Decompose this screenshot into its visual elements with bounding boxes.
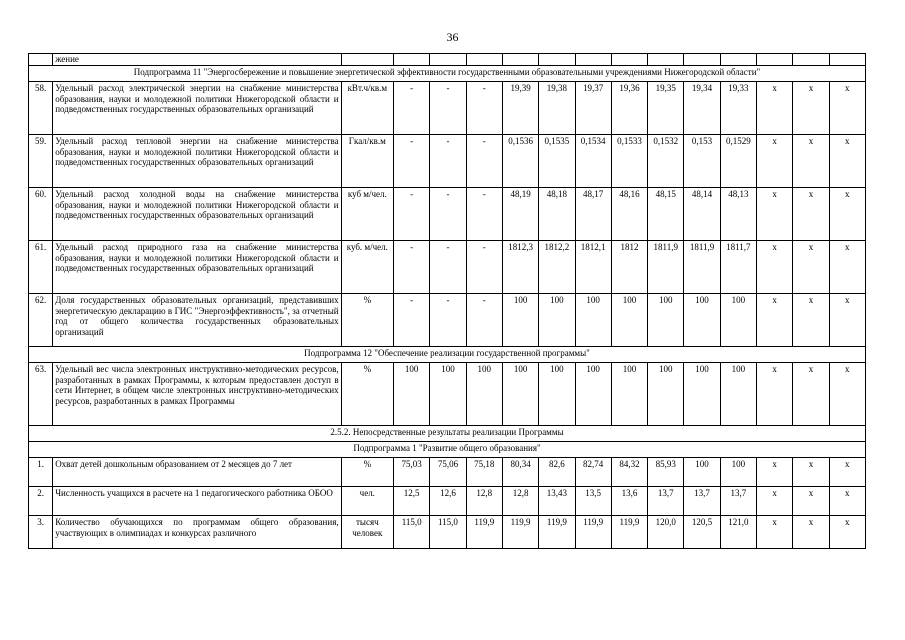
unit-cell: кВт.ч/кв.м bbox=[341, 82, 393, 135]
value-cell: x bbox=[793, 241, 829, 294]
value-cell: 13,43 bbox=[539, 487, 575, 516]
value-cell: x bbox=[829, 458, 865, 487]
table-row bbox=[29, 487, 866, 516]
table-row bbox=[29, 458, 866, 487]
value-cell: 115,0 bbox=[394, 516, 430, 549]
table-row bbox=[29, 294, 866, 347]
value-cell: 1812 bbox=[611, 241, 647, 294]
value-cell: 100 bbox=[684, 363, 720, 426]
value-cell: x bbox=[793, 294, 829, 347]
row-number: 1. bbox=[29, 458, 53, 487]
value-cell: x bbox=[757, 294, 793, 347]
indicators-table bbox=[28, 53, 866, 549]
value-cell: 119,9 bbox=[611, 516, 647, 549]
value-cell: 1811,7 bbox=[720, 241, 756, 294]
value-cell: 48,17 bbox=[575, 188, 611, 241]
indicator-name: жение bbox=[53, 54, 341, 66]
value-cell: 48,15 bbox=[648, 188, 684, 241]
value-cell: - bbox=[430, 135, 466, 188]
value-cell: 100 bbox=[684, 294, 720, 347]
value-cell: 48,14 bbox=[684, 188, 720, 241]
value-cell: 48,13 bbox=[720, 188, 756, 241]
value-cell: x bbox=[793, 82, 829, 135]
value-cell: 100 bbox=[611, 294, 647, 347]
value-cell: 13,6 bbox=[611, 487, 647, 516]
value-cell bbox=[575, 54, 611, 66]
value-cell: x bbox=[757, 188, 793, 241]
table-row bbox=[29, 135, 866, 188]
value-cell: 12,5 bbox=[394, 487, 430, 516]
unit-cell: Гкал/кв.м bbox=[341, 135, 393, 188]
row-number: 2. bbox=[29, 487, 53, 516]
value-cell: x bbox=[829, 294, 865, 347]
value-cell: 0,1536 bbox=[502, 135, 538, 188]
value-cell: 119,9 bbox=[575, 516, 611, 549]
value-cell: 1812,1 bbox=[575, 241, 611, 294]
value-cell: 115,0 bbox=[430, 516, 466, 549]
section-row bbox=[29, 347, 866, 363]
value-cell: x bbox=[757, 487, 793, 516]
value-cell: x bbox=[757, 458, 793, 487]
value-cell: x bbox=[829, 516, 865, 549]
value-cell: 0,153 bbox=[684, 135, 720, 188]
value-cell: 19,37 bbox=[575, 82, 611, 135]
value-cell: - bbox=[466, 82, 502, 135]
value-cell: x bbox=[757, 82, 793, 135]
value-cell: - bbox=[394, 188, 430, 241]
value-cell: 100 bbox=[575, 363, 611, 426]
section-title: Подпрограмма 12 "Обеспечение реализации государственной программы" bbox=[29, 347, 866, 363]
indicator-name: Удельный расход холодной воды на снабжение министерства образования, науки и молодежной политики Нижегородской области и подведомственных государственных образовательных организаций bbox=[53, 188, 341, 241]
value-cell: 1812,2 bbox=[539, 241, 575, 294]
indicator-name: Доля государственных образовательных организаций, представивших энергетическую декларацию в ГИС "Энергоэффективность", за отчетный год от общего количества государственных образовательных организаций bbox=[53, 294, 341, 347]
value-cell: 19,38 bbox=[539, 82, 575, 135]
value-cell: 0,1534 bbox=[575, 135, 611, 188]
value-cell: 13,7 bbox=[684, 487, 720, 516]
indicator-name: Удельный расход тепловой энергии на снабжение министерства образования, науки и молодежной политики Нижегородской области и подведомственных государственных образовательных организаций bbox=[53, 135, 341, 188]
value-cell bbox=[793, 54, 829, 66]
value-cell: - bbox=[466, 241, 502, 294]
value-cell: 48,16 bbox=[611, 188, 647, 241]
value-cell: x bbox=[793, 135, 829, 188]
value-cell: 75,03 bbox=[394, 458, 430, 487]
value-cell: x bbox=[793, 188, 829, 241]
indicator-name: Охват детей дошкольным образованием от 2 месяцев до 7 лет bbox=[53, 458, 341, 487]
value-cell: 100 bbox=[575, 294, 611, 347]
value-cell: 1811,9 bbox=[648, 241, 684, 294]
table-row bbox=[29, 54, 866, 66]
value-cell: x bbox=[829, 487, 865, 516]
table-row bbox=[29, 82, 866, 135]
row-number: 59. bbox=[29, 135, 53, 188]
value-cell: 13,7 bbox=[648, 487, 684, 516]
value-cell bbox=[466, 54, 502, 66]
table-row bbox=[29, 516, 866, 549]
value-cell: 100 bbox=[648, 294, 684, 347]
value-cell: 100 bbox=[430, 363, 466, 426]
value-cell: x bbox=[829, 188, 865, 241]
indicator-name: Удельный расход электрической энергии на снабжение министерства образования, науки и молодежной политики Нижегородской области и подведомственных государственных образовательных организаций bbox=[53, 82, 341, 135]
table-row bbox=[29, 363, 866, 426]
value-cell: x bbox=[757, 363, 793, 426]
indicator-name: Удельный вес числа электронных инструктивно-методических ресурсов, разработанных в рамках Программы, к которым предоставлен доступ в сети Интернет, в общем числе электронных инструктивно-методических ресурсов, разработанных в рамках Программы bbox=[53, 363, 341, 426]
value-cell: x bbox=[757, 516, 793, 549]
value-cell: 100 bbox=[466, 363, 502, 426]
indicator-name: Удельный расход природного газа на снабжение министерства образования, науки и молодежной политики Нижегородской области и подведомственных государственных образовательных организаций bbox=[53, 241, 341, 294]
value-cell: - bbox=[394, 135, 430, 188]
value-cell: 19,36 bbox=[611, 82, 647, 135]
unit-cell: % bbox=[341, 294, 393, 347]
unit-cell: тысяч человек bbox=[341, 516, 393, 549]
unit-cell: % bbox=[341, 363, 393, 426]
value-cell: 100 bbox=[648, 363, 684, 426]
value-cell: 119,9 bbox=[466, 516, 502, 549]
value-cell: 19,34 bbox=[684, 82, 720, 135]
value-cell: 100 bbox=[684, 458, 720, 487]
indicator-name: Численность учащихся в расчете на 1 педагогического работника ОБОО bbox=[53, 487, 341, 516]
value-cell: 100 bbox=[611, 363, 647, 426]
section-row bbox=[29, 426, 866, 442]
value-cell: - bbox=[430, 294, 466, 347]
value-cell bbox=[341, 54, 393, 66]
value-cell: 19,33 bbox=[720, 82, 756, 135]
value-cell bbox=[648, 54, 684, 66]
indicator-name: Количество обучающихся по программам общего образования, участвующих в олимпиадах и конкурсах различного bbox=[53, 516, 341, 549]
value-cell bbox=[611, 54, 647, 66]
value-cell: - bbox=[394, 294, 430, 347]
value-cell: 13,7 bbox=[720, 487, 756, 516]
row-number: 60. bbox=[29, 188, 53, 241]
value-cell: 82,6 bbox=[539, 458, 575, 487]
value-cell: 121,0 bbox=[720, 516, 756, 549]
value-cell: 85,93 bbox=[648, 458, 684, 487]
unit-cell: куб. м/чел. bbox=[341, 241, 393, 294]
value-cell bbox=[394, 54, 430, 66]
value-cell: 80,34 bbox=[502, 458, 538, 487]
value-cell: 100 bbox=[720, 458, 756, 487]
value-cell: - bbox=[466, 135, 502, 188]
value-cell: - bbox=[430, 241, 466, 294]
value-cell: x bbox=[829, 241, 865, 294]
value-cell: 100 bbox=[539, 294, 575, 347]
value-cell: - bbox=[394, 82, 430, 135]
value-cell bbox=[829, 54, 865, 66]
value-cell: 84,32 bbox=[611, 458, 647, 487]
value-cell: 100 bbox=[502, 363, 538, 426]
value-cell: 100 bbox=[394, 363, 430, 426]
value-cell: 1811,9 bbox=[684, 241, 720, 294]
value-cell: 82,74 bbox=[575, 458, 611, 487]
value-cell: 1812,3 bbox=[502, 241, 538, 294]
value-cell: x bbox=[757, 135, 793, 188]
value-cell: 100 bbox=[720, 294, 756, 347]
value-cell: 0,1529 bbox=[720, 135, 756, 188]
value-cell: 75,18 bbox=[466, 458, 502, 487]
section-title: 2.5.2. Непосредственные результаты реализации Программы bbox=[29, 426, 866, 442]
row-number bbox=[29, 54, 53, 66]
value-cell: 19,39 bbox=[502, 82, 538, 135]
value-cell: 100 bbox=[502, 294, 538, 347]
value-cell: 12,8 bbox=[502, 487, 538, 516]
table-row bbox=[29, 241, 866, 294]
section-title: Подпрограмма 1 "Развитие общего образования" bbox=[29, 442, 866, 458]
page-number: 36 bbox=[446, 30, 459, 44]
row-number: 58. bbox=[29, 82, 53, 135]
unit-cell: % bbox=[341, 458, 393, 487]
row-number: 62. bbox=[29, 294, 53, 347]
value-cell: 48,18 bbox=[539, 188, 575, 241]
value-cell: - bbox=[430, 82, 466, 135]
row-number: 3. bbox=[29, 516, 53, 549]
value-cell bbox=[502, 54, 538, 66]
value-cell: x bbox=[793, 516, 829, 549]
value-cell: 75,06 bbox=[430, 458, 466, 487]
value-cell: 120,5 bbox=[684, 516, 720, 549]
unit-cell: куб м/чел. bbox=[341, 188, 393, 241]
value-cell: - bbox=[430, 188, 466, 241]
value-cell: 19,35 bbox=[648, 82, 684, 135]
table-row bbox=[29, 188, 866, 241]
value-cell: 13,5 bbox=[575, 487, 611, 516]
section-row bbox=[29, 442, 866, 458]
value-cell bbox=[430, 54, 466, 66]
value-cell: 12,6 bbox=[430, 487, 466, 516]
value-cell: x bbox=[793, 458, 829, 487]
value-cell bbox=[684, 54, 720, 66]
unit-cell: чел. bbox=[341, 487, 393, 516]
value-cell: 0,1533 bbox=[611, 135, 647, 188]
value-cell bbox=[757, 54, 793, 66]
value-cell: 100 bbox=[539, 363, 575, 426]
row-number: 63. bbox=[29, 363, 53, 426]
section-row bbox=[29, 66, 866, 82]
value-cell: x bbox=[829, 135, 865, 188]
value-cell: - bbox=[466, 294, 502, 347]
value-cell: x bbox=[829, 363, 865, 426]
row-number: 61. bbox=[29, 241, 53, 294]
value-cell: 0,1535 bbox=[539, 135, 575, 188]
value-cell: - bbox=[394, 241, 430, 294]
value-cell bbox=[539, 54, 575, 66]
value-cell: 48,19 bbox=[502, 188, 538, 241]
value-cell: 120,0 bbox=[648, 516, 684, 549]
value-cell: x bbox=[793, 363, 829, 426]
value-cell: x bbox=[829, 82, 865, 135]
value-cell: - bbox=[466, 188, 502, 241]
section-title: Подпрограмма 11 "Энергосбережение и повышение энергетической эффективности государственными образовательными учреждениями Нижегородской области" bbox=[29, 66, 866, 82]
value-cell bbox=[720, 54, 756, 66]
value-cell: 12,8 bbox=[466, 487, 502, 516]
value-cell: 119,9 bbox=[539, 516, 575, 549]
value-cell: 119,9 bbox=[502, 516, 538, 549]
value-cell: 0,1532 bbox=[648, 135, 684, 188]
value-cell: x bbox=[757, 241, 793, 294]
value-cell: x bbox=[793, 487, 829, 516]
value-cell: 100 bbox=[720, 363, 756, 426]
